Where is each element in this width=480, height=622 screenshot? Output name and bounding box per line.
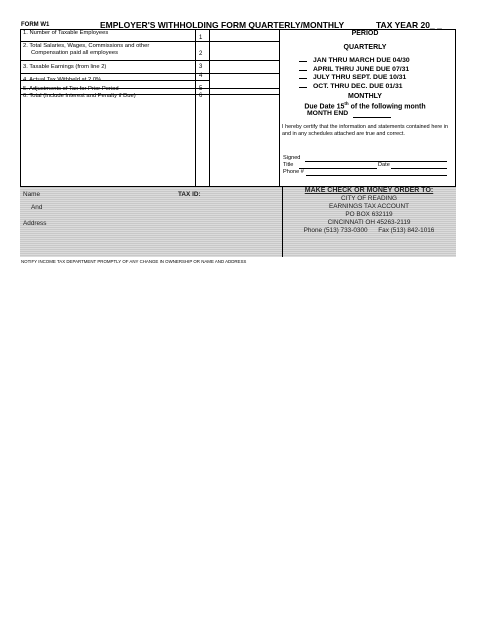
month-end-field[interactable] [353,117,391,118]
phone-field[interactable] [306,175,447,176]
tax-id-label: TAX ID: [178,191,201,198]
tax-year: TAX YEAR 20_ _ [376,20,442,30]
line-1-label: 1. Number of Taxable Employees [23,30,109,36]
title-label: Title [283,162,294,168]
quarter-1[interactable]: JAN THRU MARCH DUE 04/30 [299,57,410,64]
form-title: EMPLOYER'S WITHHOLDING FORM QUARTERLY/MONTHLY [100,20,345,30]
signed-label: Signed [283,155,301,161]
payee-line-1: CITY OF READING [341,195,397,202]
line-6-label: 6. Total (Include Interest and Penalty if Due) [23,93,136,99]
form-id: FORM W1 [21,22,50,28]
quarter-3[interactable]: JULY THRU SEPT. DUE 10/31 [299,74,406,81]
certification-text: I hereby certify that the information and statements contained here in and in any schedules attached are true and correct. [282,124,448,137]
quarterly-heading: QUARTERLY [343,44,387,51]
line-3-number: 3 [199,64,203,70]
line-1-amount-field[interactable] [210,30,276,40]
quarter-4-checkbox[interactable] [299,87,307,88]
signed-field[interactable] [305,161,447,162]
quarter-2-checkbox[interactable] [299,70,307,71]
quarter-4[interactable]: OCT. THRU DEC. DUE 01/31 [299,83,403,90]
notify-notice: NOTIFY INCOME TAX DEPARTMENT PROMPTLY OF ANY CHANGE IN OWNERSHIP OR NAME AND ADDRESS [21,259,247,264]
quarter-1-checkbox[interactable] [299,61,307,62]
line-2-number: 2 [199,51,203,57]
line-4-label: 4. Actual Tax Withheld at 2.0% [23,77,102,83]
line-5-label: 5. Adjustments of Tax for Prior Period [23,86,119,92]
payee-line-4: CINCINNATI OH 45263-2119 [327,219,411,226]
line-2-label-cont: Compensation paid all employees [31,50,119,56]
date-field[interactable] [391,168,447,169]
due-date-note: Due Date 15th of the following month [304,101,426,111]
line-3-amount-field[interactable] [210,60,276,72]
title-field[interactable] [299,168,377,169]
line-4-number: 4 [199,73,203,79]
line-1-number: 1 [199,35,203,41]
tax-id-field[interactable] [205,190,277,200]
month-end: MONTH END [307,110,349,117]
phone-label: Phone # [283,169,304,175]
line-2-amount-field[interactable] [210,41,276,59]
and-label: And [31,204,43,211]
line-3-label: 3. Taxable Earnings (from line 2) [23,64,107,70]
payee-line-3: PO BOX 632119 [345,211,393,218]
period-heading: PERIOD [351,30,379,37]
quarter-2[interactable]: APRIL THRU JUNE DUE 07/31 [299,66,409,73]
payee-line-2: EARNINGS TAX ACCOUNT [328,203,409,210]
monthly-heading: MONTHLY [348,93,382,100]
line-2-label: 2. Total Salaries, Wages, Commissions and other [23,43,150,49]
name-label: Name [23,191,41,198]
date-label: Date [378,162,390,168]
line-6-amount-field[interactable] [210,93,276,185]
taxpayer-name-address-field[interactable] [50,190,170,230]
payee-contact: Phone (513) 733-0300 Fax (513) 842-1016 [303,227,435,234]
quarter-3-checkbox[interactable] [299,78,307,79]
address-label: Address [23,220,47,227]
line-6-number: 6 [199,93,203,99]
line-5-number: 5 [199,86,203,92]
payable-to-heading: MAKE CHECK OR MONEY ORDER TO: [304,187,434,194]
line-4-amount-field[interactable] [210,73,276,87]
